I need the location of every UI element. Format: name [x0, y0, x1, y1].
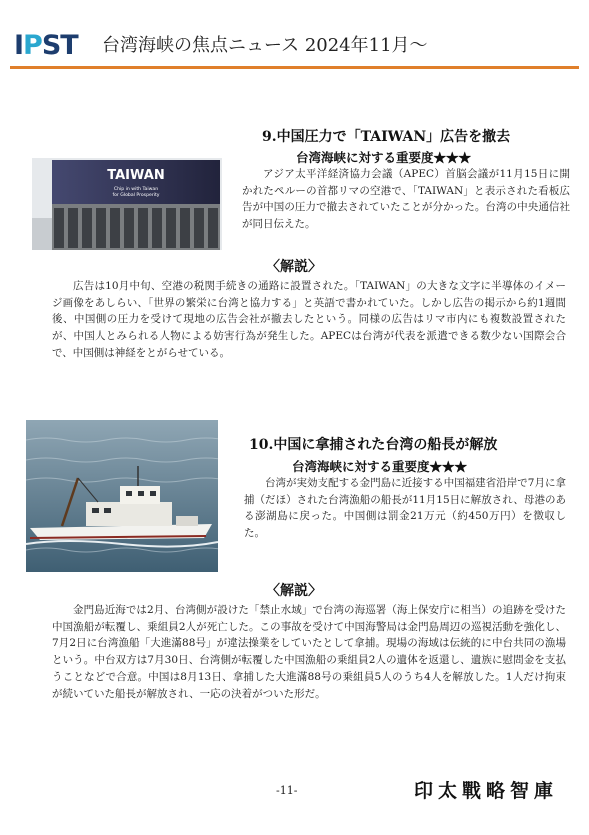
logo-letter-t: T: [60, 30, 78, 61]
logo-letter-i: I: [14, 30, 24, 61]
fishing-boat-photo: [26, 420, 218, 572]
publisher-brand: 印太戰略智庫: [414, 780, 559, 802]
ipst-logo: [14, 30, 78, 62]
article-10-kaisetsu-body: 金門島近海では2月、台湾側が設けた「禁止水域」で台湾の海巡署（海上保安庁に相当）の追跡を受けた中国漁船が転覆し、乗組員2人が死亡した。この事故を受けて中国海警局は金門島周辺の巡視活動を強化し、7月2日に台湾漁船「大進滿88号」が違法操業をしていたとして拿捕。現場の海域は伝統的に中台共同の漁場という。中台双方は7月30日、台湾側が転覆した中国漁船の乗組員2人の遺体を返還し、遺族に慰問金を支払うことなどで合意。中国は8月13日、拿捕した大進滿88号の乗組員5人のうち4人を解放した。1人だけ拘束が続いていた船長が解放され、一応の決着がついた形だ。: [52, 604, 566, 700]
header-divider: [10, 66, 579, 69]
article-9-title: 9.中国圧力で「TAIWAN」広告を撤去: [262, 129, 511, 145]
page-header: [0, 0, 589, 70]
article-9-kaisetsu-heading: 〈解説〉: [266, 259, 322, 275]
billboard-line-1: Chip in with Taiwan: [113, 187, 159, 192]
billboard-line-2: for Global Prosperity: [112, 193, 160, 198]
article-10-title: 10.中国に拿捕された台湾の船長が解放: [249, 437, 498, 453]
boat-illustration: [26, 420, 218, 572]
article-10-kaisetsu-heading: 〈解説〉: [266, 583, 322, 599]
billboard-illustration: [32, 158, 222, 250]
article-10-summary: 台湾が実効支配する金門島に近接する中国福建省沿岸で7月に拿捕（だほ）された台湾漁船の船長が11月15日に解放され、母港のある澎湖島に戻った。中国側は罰金21万元（約450万円）を徴収した。: [244, 477, 566, 539]
article-9-importance: 台湾海峡に対する重要度★★★: [296, 150, 472, 165]
taiwan-billboard-photo: [32, 158, 222, 250]
article-9-summary: アジア太平洋経済協力会議（APEC）首脳会議が11月15日に開かれたペルーの首都リマの空港で、「TAIWAN」と表示された看板広告が中国の圧力で撤去されていたことが分かった。台湾の中央通信社が同日伝えた。: [242, 168, 570, 230]
billboard-word: TAIWAN: [107, 168, 165, 183]
logo-letter-s: S: [41, 30, 61, 61]
page-number: -11-: [276, 784, 298, 797]
article-9-kaisetsu-body: 広告は10月中旬、空港の税関手続きの通路に設置された。「TAIWAN」の大きな文字に半導体のイメージ画像をあしらい、「世界の繁栄に台湾と協力する」と英語で書かれていた。しかし広告の掲示から約1週間後、中国側の圧力を受けて現地の広告会社が撤去したという。同様の広告はリマ市内にも複数設置されたが、中国人とみられる人物による妨害行為が発生した。APECは台湾が代表を派遣できる数少ない国際会合で、中国側は神経をとがらせている。: [52, 280, 566, 359]
page-title: 台湾海峡の焦点ニュース 2024年11月～: [102, 35, 428, 56]
article-10-importance: 台湾海峡に対する重要度★★★: [292, 459, 468, 474]
logo-letter-p: P: [23, 30, 42, 61]
